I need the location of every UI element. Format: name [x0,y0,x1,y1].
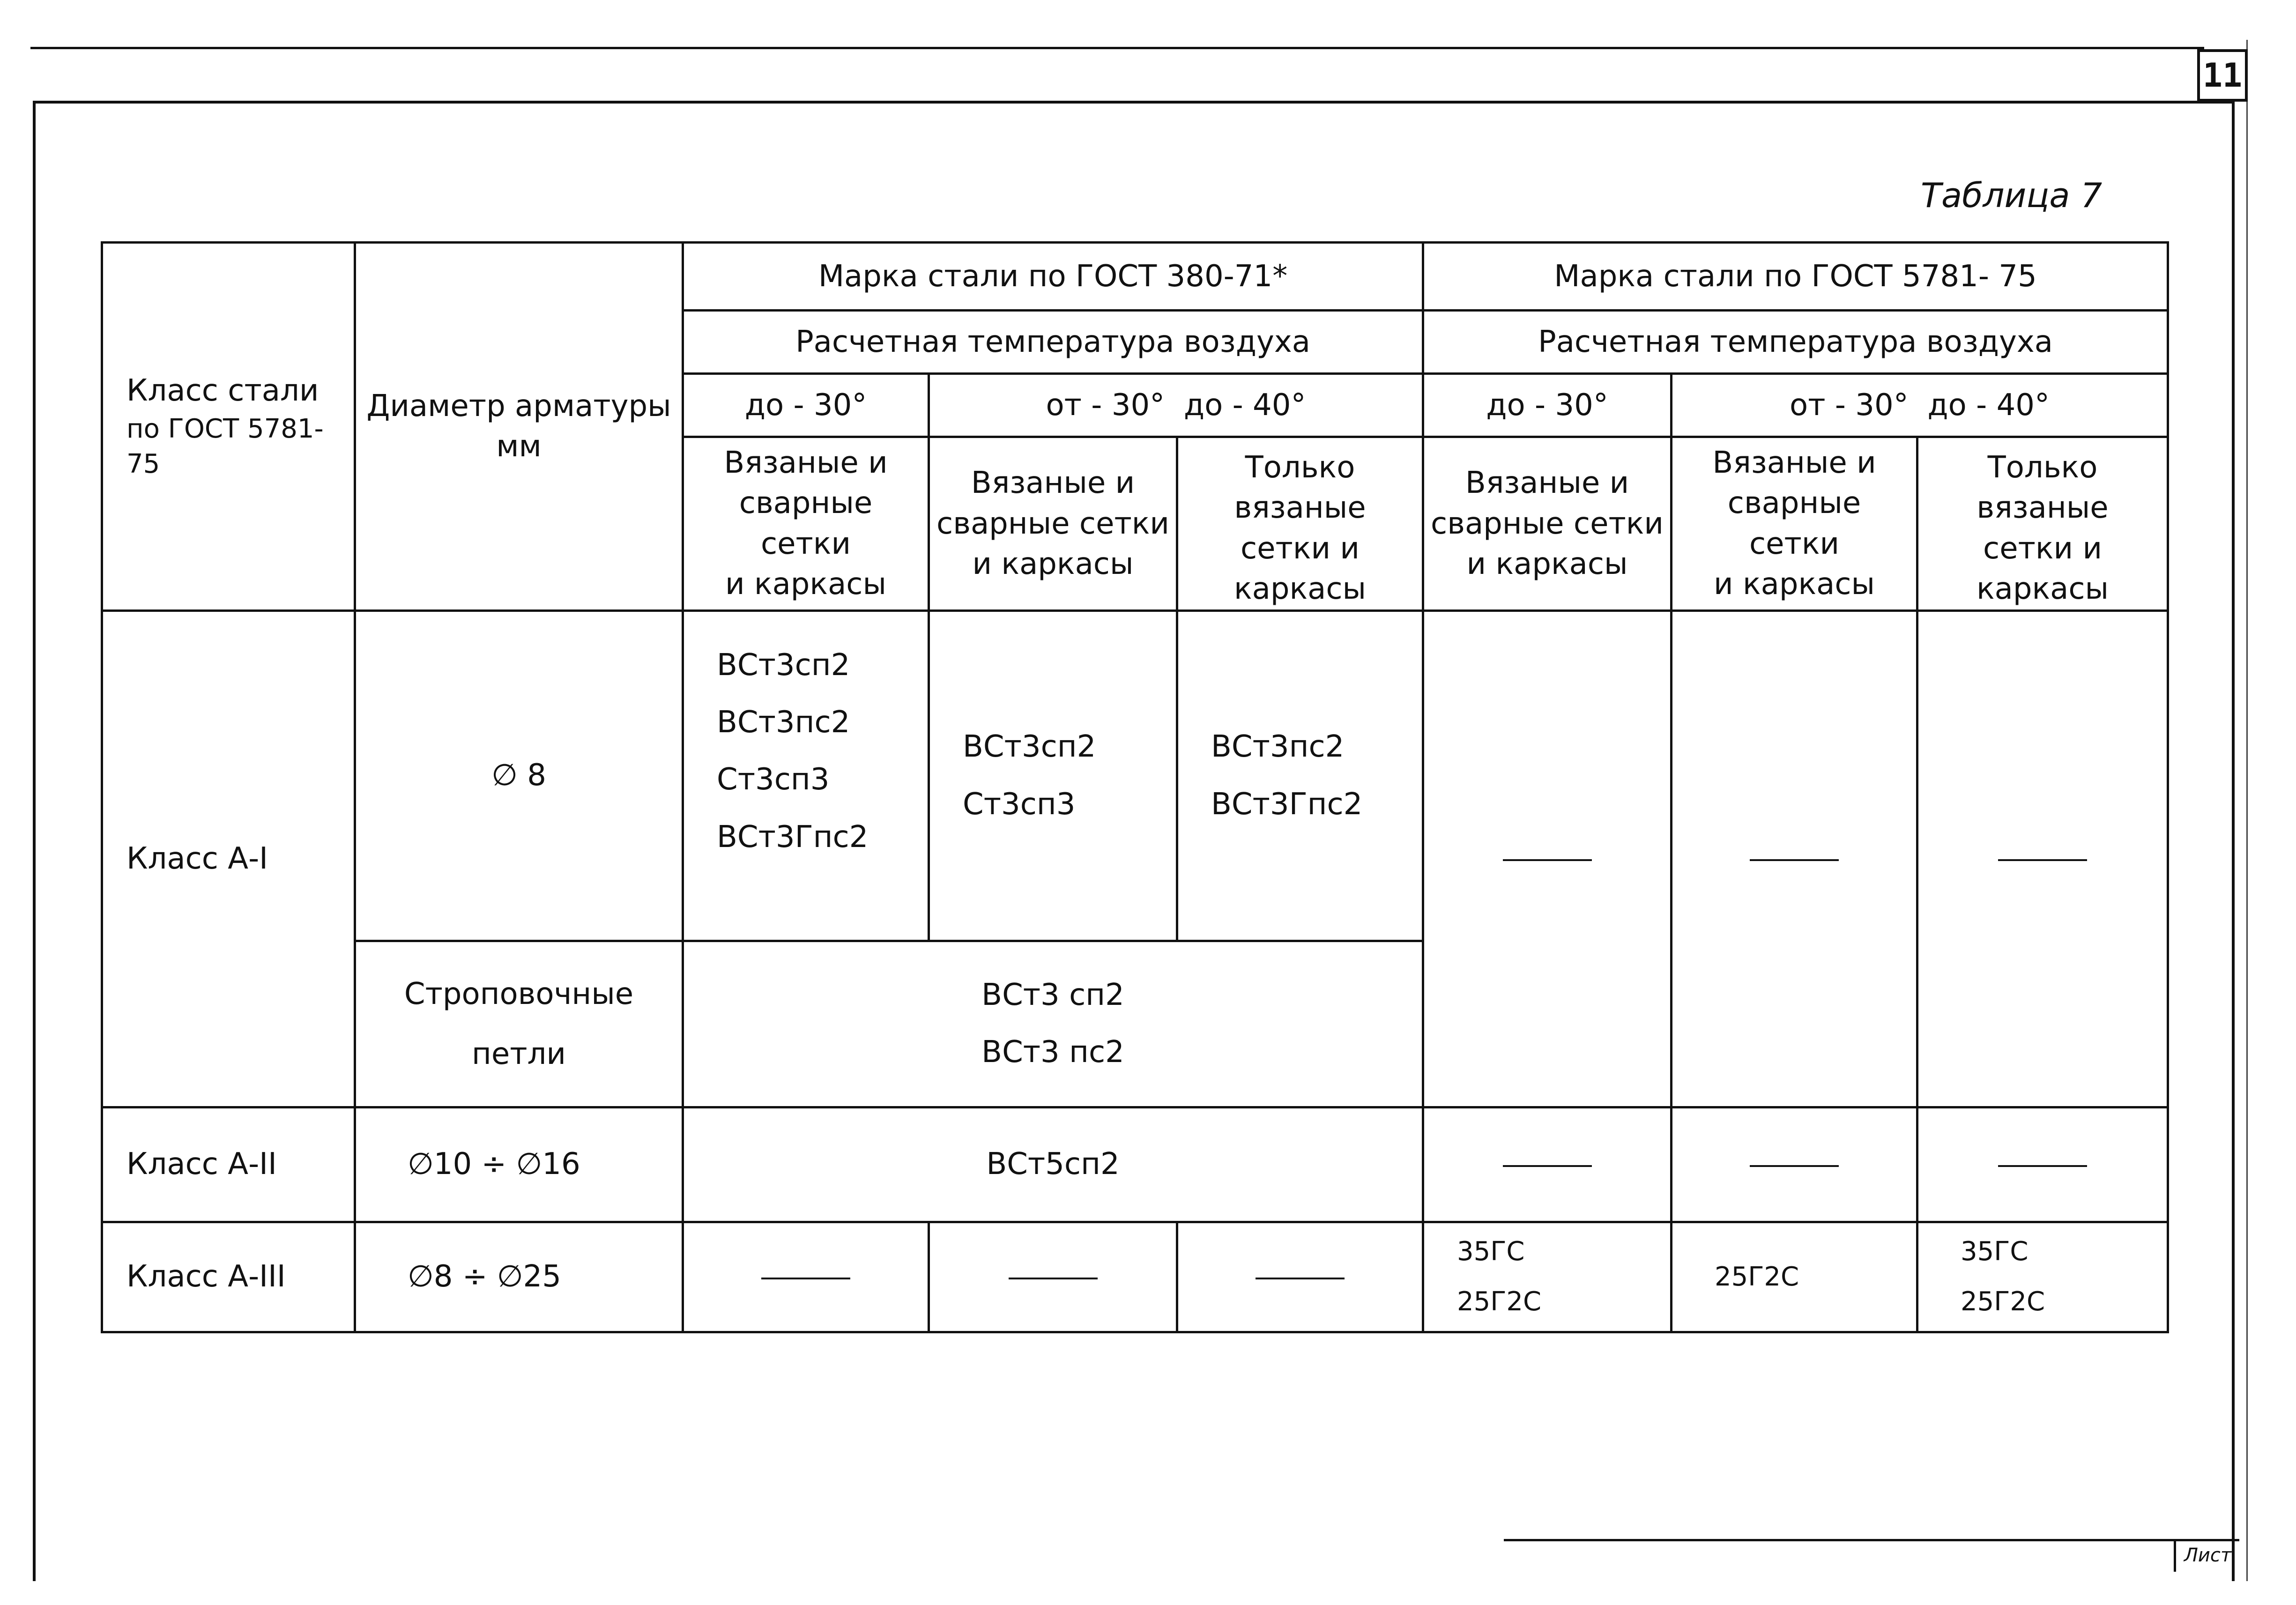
row-a2-class: Класс А-II [102,1107,355,1222]
header-sub-2: Вязаные и сварные сетки и каркасы [929,437,1177,611]
dash [1998,1165,2087,1167]
row-a3-a2 [929,1222,1177,1332]
table-caption: Таблица 7 [1921,176,2103,215]
row-a3-diameter: ∅8 ÷ ∅25 [355,1222,683,1332]
header-temp-a: Расчетная температура воздуха [683,311,1423,374]
frame-edge [2246,40,2248,1581]
row-a1-diameter: ∅ 8 [355,610,683,941]
row-a1-loops-grades: ВСт3 сп2 ВСт3 пс2 [683,941,1423,1107]
row-a1-class: Класс А-I [102,610,355,1107]
dash [1503,859,1592,861]
sheet-number: 11 [2197,49,2248,102]
row-a1-b1 [1423,610,1672,1107]
dash [1998,859,2087,861]
row-a2-b3 [1917,1107,2168,1222]
row-a3-a1 [683,1222,929,1332]
header-sub-4: Вязаные и сварные сетки и каркасы [1423,437,1672,611]
row-a1-b2 [1672,610,1917,1107]
title-block-rule [1504,1539,2239,1541]
dash [1750,1165,1839,1167]
header-group-gost380: Марка стали по ГОСТ 380-71* [683,243,1423,311]
row-a3-b3: 35ГС 25Г2С [1917,1222,2168,1332]
header-range-a1: до - 30° [683,374,929,437]
row-a1-grades-2: ВСт3сп2 Ст3сп3 [929,610,1177,941]
steel-grade-table [101,241,2169,1333]
header-range-a2: от - 30° до - 40° [929,374,1423,437]
row-a1-grades-1: ВСт3сп2 ВСт3пс2 Ст3сп3 ВСт3Гпс2 [683,610,929,941]
row-a1-loops-label: Строповочные петли [355,941,683,1107]
row-a1-grades-3: ВСт3пс2 ВСт3Гпс2 [1177,610,1423,941]
dash [1750,859,1839,861]
row-a2-b2 [1672,1107,1917,1222]
header-sub-1: Вязаные и сварные сетки и каркасы [683,437,929,611]
header-range-b2: от - 30° до - 40° [1672,374,2168,437]
header-group-gost5781: Марка стали по ГОСТ 5781- 75 [1423,243,2168,311]
sheet-label: Лист [2174,1539,2239,1572]
top-rule [30,47,2204,49]
dash [1009,1278,1098,1279]
row-a2-diameter: ∅10 ÷ ∅16 [355,1107,683,1222]
row-a1-b3 [1917,610,2168,1107]
dash [1256,1278,1345,1279]
header-steel-class: Класс стали по ГОСТ 5781- 75 [102,243,355,611]
dash [761,1278,850,1279]
row-a2-b1 [1423,1107,1672,1222]
header-temp-b: Расчетная температура воздуха [1423,311,2168,374]
row-a3-b2: 25Г2С [1672,1222,1917,1332]
header-sub-3: Только вязаные сетки и каркасы [1177,437,1423,611]
dash [1503,1165,1592,1167]
header-sub-5: Вязаные и сварные сетки и каркасы [1672,437,1917,611]
header-range-b1: до - 30° [1423,374,1672,437]
row-a2-grade: ВСт5сп2 [683,1107,1423,1222]
row-a3-b1: 35ГС 25Г2С [1423,1222,1672,1332]
header-sub-6: Только вязаные сетки и каркасы [1917,437,2168,611]
row-a3-class: Класс А-III [102,1222,355,1332]
row-a3-a3 [1177,1222,1423,1332]
header-diameter: Диаметр арматуры мм [355,243,683,611]
